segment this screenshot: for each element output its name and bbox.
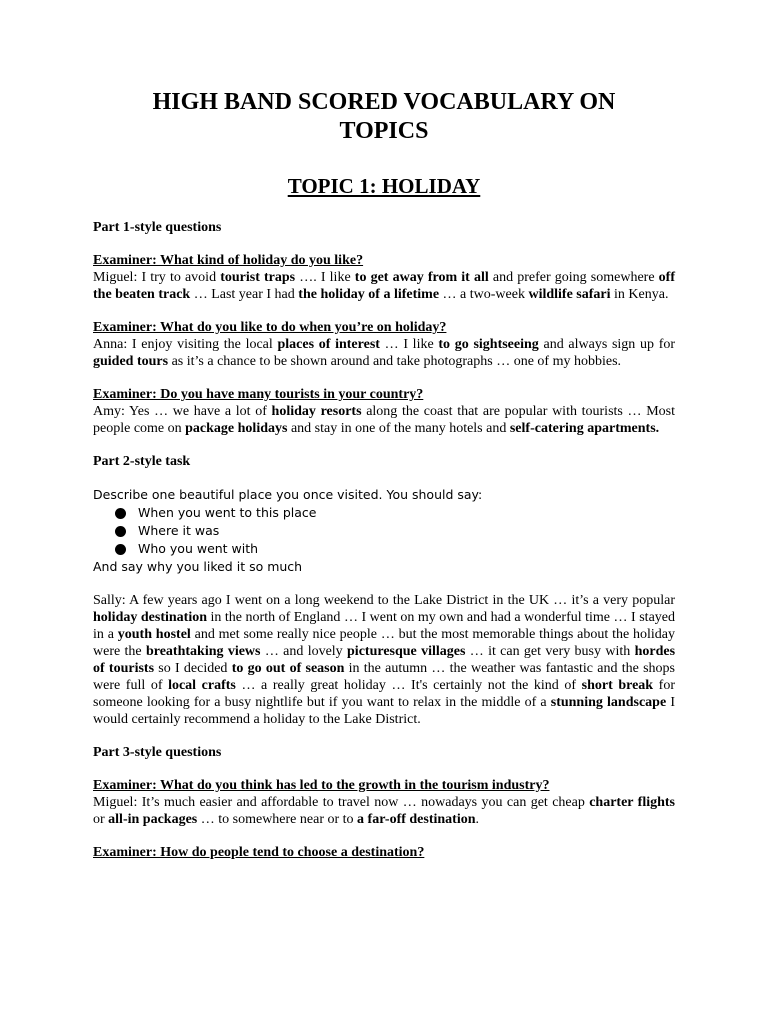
- answer-anna: [93, 336, 675, 370]
- vocab-term: breathtaking views: [145, 644, 261, 659]
- task-outro: And say why you liked it so much: [93, 559, 303, 574]
- answer-text: … a really great holiday … It's certainly not the kind of: [235, 678, 582, 693]
- part3-heading: Part 3-style questions: [93, 745, 222, 760]
- answer-text: and stay in one of the many hotels and: [287, 421, 510, 436]
- answer-text: Anna: I enjoy visiting the local: [93, 337, 278, 352]
- answer-text: and prefer going somewhere: [488, 270, 659, 285]
- task-bullet-list: [93, 504, 675, 558]
- vocab-term: self-catering apartments.: [509, 421, 660, 436]
- question-2: Examiner: What do you like to do when you’re on holiday?: [93, 320, 447, 335]
- vocab-term: all-in packages: [108, 812, 198, 827]
- vocab-term: hordes of tourists: [93, 644, 676, 676]
- answer-miguel-1: [93, 269, 675, 303]
- qa-block-3: [93, 386, 675, 437]
- qa-block-1: [93, 252, 675, 303]
- answer-text: in Kenya.: [610, 287, 669, 302]
- vocab-term: the holiday of a lifetime: [298, 287, 440, 302]
- task-intro: Describe one beautiful place you once visited. You should say:: [93, 487, 483, 502]
- list-item: [115, 540, 675, 558]
- vocab-term: guided tours: [93, 354, 169, 369]
- answer-text: or: [93, 812, 109, 827]
- part2-task: [93, 486, 675, 576]
- question-3: Examiner: Do you have many tourists in your country?: [93, 387, 424, 402]
- vocab-term: a far-off destination: [357, 812, 476, 827]
- part1-heading: Part 1-style questions: [93, 220, 222, 235]
- vocab-term: stunning landscape: [550, 695, 667, 710]
- answer-text: I would certainly recommend a holiday to the Lake District.: [93, 695, 675, 727]
- title-line-1: HIGH BAND SCORED VOCABULARY ON: [152, 89, 616, 115]
- vocab-term: off the beaten track: [93, 270, 675, 302]
- question-4: Examiner: What do you think has led to the growth in the tourism industry?: [93, 778, 550, 793]
- bullet-text: Where it was: [138, 523, 220, 538]
- bullet-icon: [115, 544, 126, 555]
- answer-text: and always sign up for: [538, 337, 676, 352]
- answer-text: Sally: A few years ago I went on a long weekend to the Lake District in the UK … it’s a very popular: [93, 593, 675, 608]
- list-item: [115, 504, 675, 522]
- answer-text: … I like: [379, 337, 439, 352]
- vocab-term: youth hostel: [117, 627, 191, 642]
- answer-text: … and lovely: [260, 644, 348, 659]
- answer-amy: [93, 403, 675, 437]
- vocab-term: to get away from it all: [354, 270, 489, 285]
- answer-text: as it’s a chance to be shown around and take photographs … one of my hobbies.: [168, 354, 622, 369]
- vocab-term: picturesque villages: [347, 644, 466, 659]
- document-title: [93, 88, 675, 146]
- topic-heading: TOPIC 1: HOLIDAY: [287, 174, 481, 198]
- vocab-term: charter flights: [589, 795, 675, 810]
- question-1: Examiner: What kind of holiday do you like?: [93, 253, 364, 268]
- question-5: Examiner: How do people tend to choose a destination?: [93, 845, 425, 860]
- answer-text: … to somewhere near or to: [197, 812, 358, 827]
- answer-text: in the north of England … I went on my own and had a wonderful time … I stayed in a: [93, 610, 675, 642]
- answer-text: Miguel: It’s much easier and affordable to travel now … nowadays you can get cheap: [93, 795, 590, 810]
- part2-heading: Part 2-style task: [93, 454, 191, 469]
- bullet-text: Who you went with: [138, 541, 259, 556]
- qa-block-2: [93, 319, 675, 370]
- answer-sally: [93, 592, 675, 728]
- vocab-term: short break: [581, 678, 654, 693]
- answer-miguel-2: [93, 794, 675, 828]
- vocab-term: to go out of season: [231, 661, 345, 676]
- answer-text: Miguel: I try to avoid: [93, 270, 221, 285]
- document-content: [93, 88, 675, 877]
- vocab-term: places of interest: [277, 337, 380, 352]
- vocab-term: holiday resorts: [271, 404, 362, 419]
- qa-block-5: [93, 844, 675, 861]
- vocab-term: package holidays: [185, 421, 288, 436]
- answer-text: … Last year I had: [190, 287, 299, 302]
- bullet-text: When you went to this place: [138, 505, 317, 520]
- answer-text: .: [475, 812, 480, 827]
- vocab-term: local crafts: [168, 678, 236, 693]
- answer-text: along the coast that are popular with tourists … Most people come on: [93, 404, 675, 436]
- vocab-term: holiday destination: [93, 610, 207, 625]
- bullet-icon: [115, 508, 126, 519]
- vocab-term: wildlife safari: [528, 287, 611, 302]
- answer-text: …. I like: [295, 270, 355, 285]
- answer-text: … it can get very busy with: [465, 644, 635, 659]
- list-item: [115, 522, 675, 540]
- answer-text: … a two-week: [439, 287, 529, 302]
- answer-text: so I decided: [154, 661, 232, 676]
- answer-text: in the autumn … the weather was fantastic and the shops were full of: [93, 661, 675, 693]
- bullet-icon: [115, 526, 126, 537]
- answer-text: Amy: Yes … we have a lot of: [93, 404, 272, 419]
- qa-block-4: [93, 777, 675, 828]
- title-line-2: TOPICS: [339, 118, 429, 144]
- answer-text: and met some really nice people … but the most memorable things about the holiday were the: [93, 627, 676, 659]
- answer-text: for someone looking for a busy nightlife but if you want to relax in the middle of a: [93, 678, 676, 710]
- vocab-term: tourist traps: [220, 270, 296, 285]
- vocab-term: to go sightseeing: [438, 337, 539, 352]
